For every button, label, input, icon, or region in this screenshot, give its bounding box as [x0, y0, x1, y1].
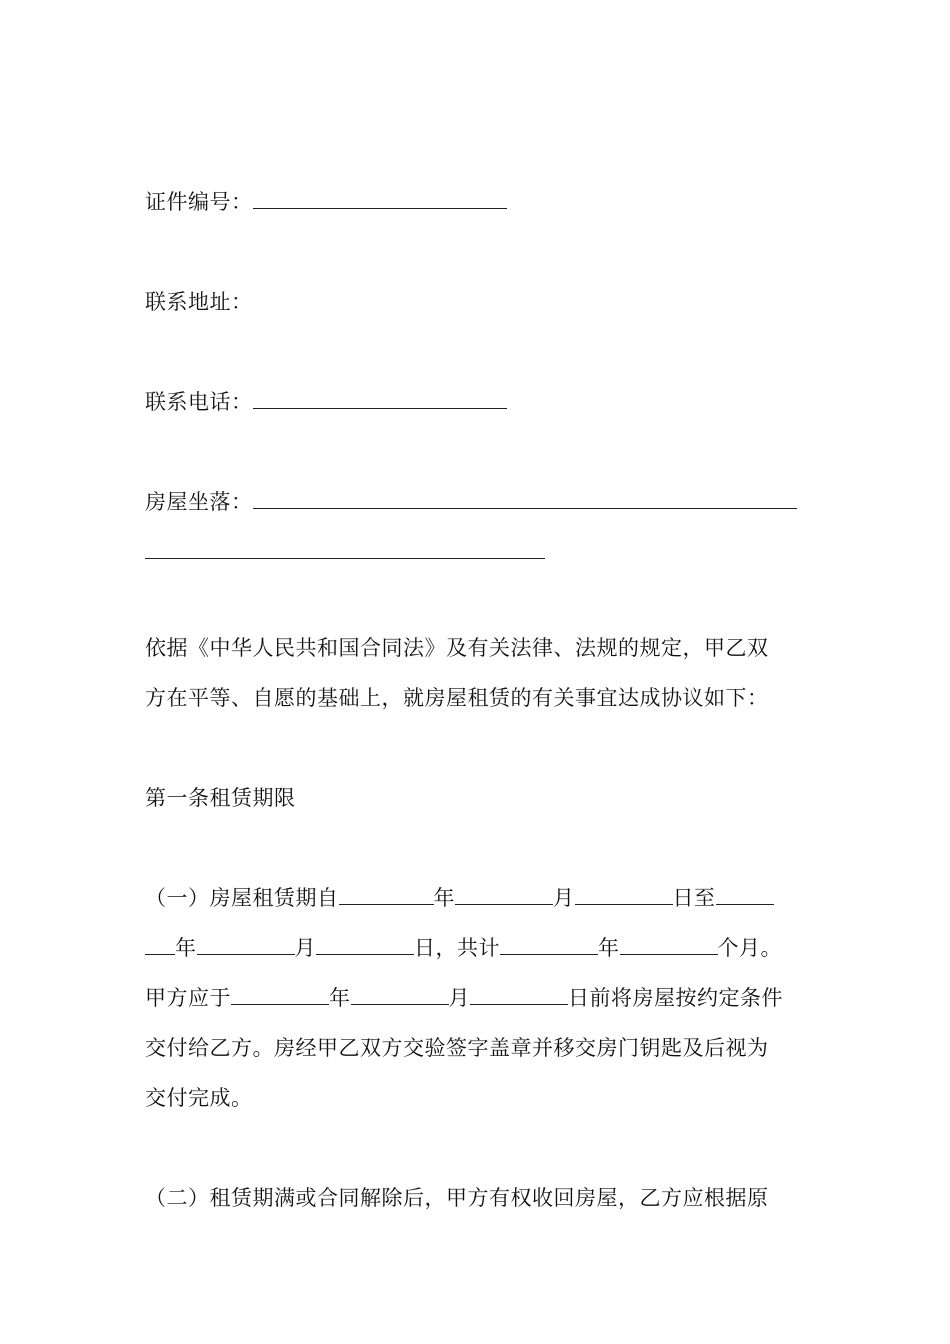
- end-month-label: 月: [294, 936, 316, 960]
- item1-line-2: [145, 933, 782, 963]
- start-day-blank[interactable]: [575, 884, 673, 905]
- start-month-blank[interactable]: [455, 884, 553, 905]
- intro-line-2: 方在平等、自愿的基础上，就房屋租赁的有关事宜达成协议如下：: [145, 686, 769, 710]
- deliver-year-blank[interactable]: [231, 984, 329, 1005]
- location-label: 房屋坐落：: [145, 490, 253, 514]
- location-row: [145, 487, 797, 517]
- phone-row: [145, 387, 507, 417]
- deliver-month-blank[interactable]: [351, 984, 449, 1005]
- month-label: 月: [553, 886, 575, 910]
- months-label: 个月。: [717, 936, 782, 960]
- address-label: 联系地址：: [145, 290, 253, 314]
- total-year-label: 年: [598, 936, 620, 960]
- end-year-label: 年: [175, 936, 197, 960]
- location-blank-2[interactable]: [145, 538, 545, 559]
- id-number-row: [145, 187, 507, 217]
- deliver-day-label: 日前将房屋按约定条件: [568, 986, 783, 1010]
- item1-line-3: [145, 983, 783, 1013]
- total-years-blank[interactable]: [500, 934, 598, 955]
- article1-title: 第一条租赁期限: [145, 786, 296, 810]
- phone-blank[interactable]: [253, 388, 507, 409]
- end-day-blank[interactable]: [316, 934, 414, 955]
- item1-text-a: （一）房屋租赁期自: [145, 886, 339, 910]
- end-month-blank[interactable]: [197, 934, 295, 955]
- total-months-blank[interactable]: [620, 934, 718, 955]
- location-row-continued: [145, 537, 545, 567]
- total-label: 日，共计: [414, 936, 500, 960]
- end-year-blank-part1[interactable]: [716, 884, 774, 905]
- end-year-blank-part2[interactable]: [145, 934, 175, 955]
- phone-label: 联系电话：: [145, 390, 253, 414]
- start-year-blank[interactable]: [339, 884, 434, 905]
- intro-line-1: 依据《中华人民共和国合同法》及有关法律、法规的规定，甲乙双: [145, 636, 769, 660]
- deliver-month-label: 月: [448, 986, 470, 1010]
- day-to-label: 日至: [672, 886, 716, 910]
- deliver-by-label: 甲方应于: [145, 986, 231, 1010]
- location-blank[interactable]: [253, 488, 797, 509]
- item1-line-1: [145, 883, 774, 913]
- year-label: 年: [433, 886, 455, 910]
- item1-line-5: 交付完成。: [145, 1086, 253, 1110]
- id-number-label: 证件编号：: [145, 190, 253, 214]
- address-row: [145, 287, 253, 317]
- deliver-year-label: 年: [329, 986, 351, 1010]
- item1-line-4: 交付给乙方。房经甲乙双方交验签字盖章并移交房门钥匙及后视为: [145, 1036, 769, 1060]
- id-number-blank[interactable]: [253, 188, 507, 209]
- deliver-day-blank[interactable]: [470, 984, 568, 1005]
- item2-line-1: （二）租赁期满或合同解除后，甲方有权收回房屋，乙方应根据原: [145, 1186, 769, 1210]
